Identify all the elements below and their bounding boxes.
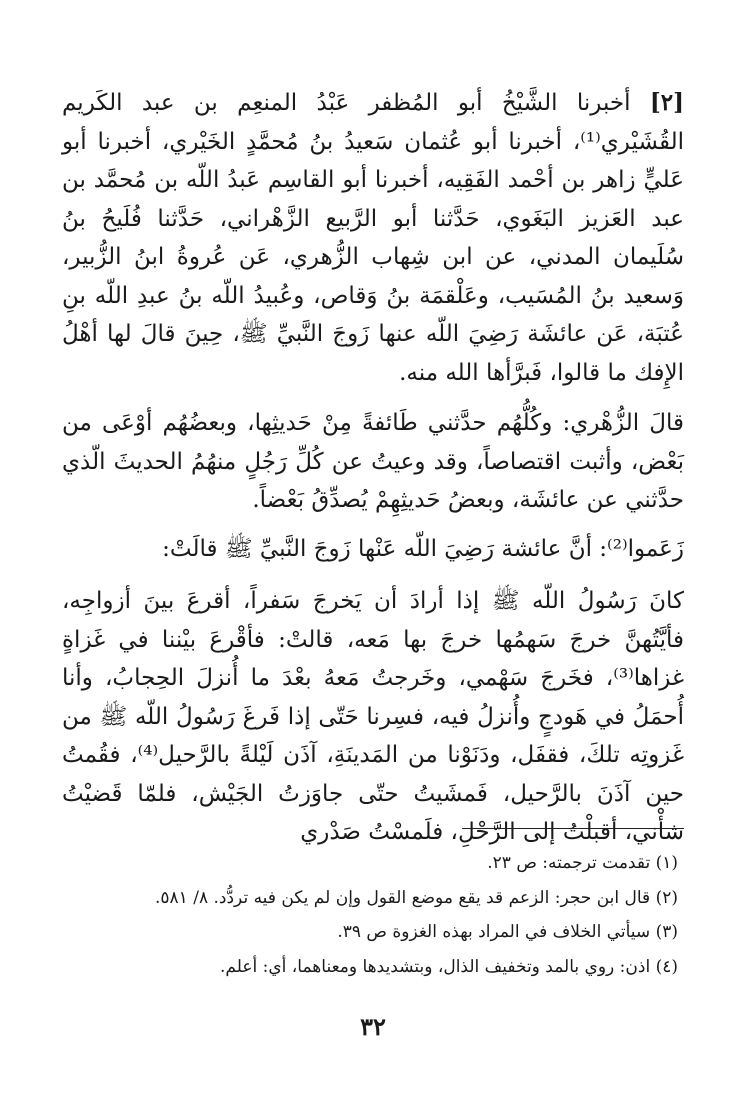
footnotes bbox=[62, 846, 678, 984]
footnote-3: (٣) سيأتي الخلاف في المراد بهذه الغزوة ص ٣٩. bbox=[337, 922, 678, 942]
footnote-4: (٤) اذن: روي بالمد وتخفيف الذال، وبتشديدها ومعناهما، أي: أعلم. bbox=[220, 956, 678, 977]
footnote-1: (١) تقدمت ترجمته: ص ٢٣. bbox=[487, 853, 678, 873]
footnote-2: (٢) قال ابن حجر: الزعم قد يقع موضع القول وإن لم يكن فيه تردُّد. ٨/ ٥٨١. bbox=[155, 887, 678, 908]
paragraph-zaamu: زَعَموا⁽²⁾: أنَّ عائشة رَضِيَ اللّه عَنْها زَوجَ النَّبيِّ ﷺ قالَتْ: bbox=[162, 535, 684, 562]
paragraph-narration: كانَ رَسُولُ اللّه ﷺ إذا أرادَ أن يَخرجَ سَفراً، أقرعَ بينَ أزواجِه، فأيَّتُهنَّ خرجَ سَهمُها خرجَ بها مَعه، قالتْ: فأقْرعَ بيْننا في غَزاةٍ غزاها⁽³⁾، فخَرجَ سَهْمي، وخَرجتُ مَعهُ بعْدَ ما أُنزلَ الحِجابُ، وأنا أُحمَلُ في هَودجٍ وأُنزلُ فيه، فسِرنا حَتّى إذا فَرغَ رَسُولُ اللّه ﷺ من غَزوتِه تلكَ، فقفَل، ودَنَوْنا من المَدينَةِ، آذَن لَيْلةً بالرَّحيل⁽⁴⁾، فقُمتُ حين آذَنَ بالرَّحيل، فَمشَيتُ حتّى جاوَزتُ الجَيْش، فلمّا قَضيْتُ شأْني، أقبلْتُ إلى الرَّحْلِ، فلَمسْتُ صَدْري bbox=[62, 588, 684, 845]
footnote-separator bbox=[462, 828, 684, 829]
page-number: ٣٢ bbox=[360, 1012, 386, 1041]
paragraph-isnad bbox=[62, 84, 684, 392]
paragraph-zuhri: قالَ الزُّهْري: وكُلُّهُم حدَّثني طَائفةً مِنْ حَديثِها، وبعضُهُم أوْعَى من بَعْض، وأثبت اقتصاصاً، وقد وعيتُ عن كُلِّ رَجُلٍ منهُمُ الحديثَ الّذي حدَّثني عن عائشَة، وبعضُ حَديثِهِمْ يُصدِّقُ بَعْضاً. bbox=[62, 410, 684, 513]
hadith-number: [٢] bbox=[649, 89, 684, 116]
paragraph-text: أخبرنا الشَّيْخُ أبو المُظفر عَبْدُ المنعِم بن عبد الكَريم القُشَيْري⁽¹⁾، أخبرنا أبو عُثمان سَعيدُ بنُ مُحمَّدٍ الخَيْري، أخبرنا أبو عَليٍّ زاهر بن أحْمد الفَقِيه، أخبرنا أبو القاسِم عَبدُ اللّه بن مُحمَّد بن عبد العَزيز البَغَوي، حَدَّثنا أبو الرَّبيع الزَّهْراني، حَدَّثنا فُلَيحُ بنُ سُلَيمان المدني، عن ابن شِهاب الزُّهري، عَن عُروةُ ابنُ الزُّبير، وَسعيد بنُ المُسَيب، وعَلْقمَة بنُ وَقاص، وعُبيدُ اللّه بنُ عبدِ اللّه بنِ عُتبَة، عَن عائشَة رَضِيَ اللّه عنها زَوجَ النَّبيِّ ﷺ، حِينَ قالَ لها أهْلُ الإِفك ما قالوا، فَبرَّأها الله منه. bbox=[62, 90, 684, 386]
